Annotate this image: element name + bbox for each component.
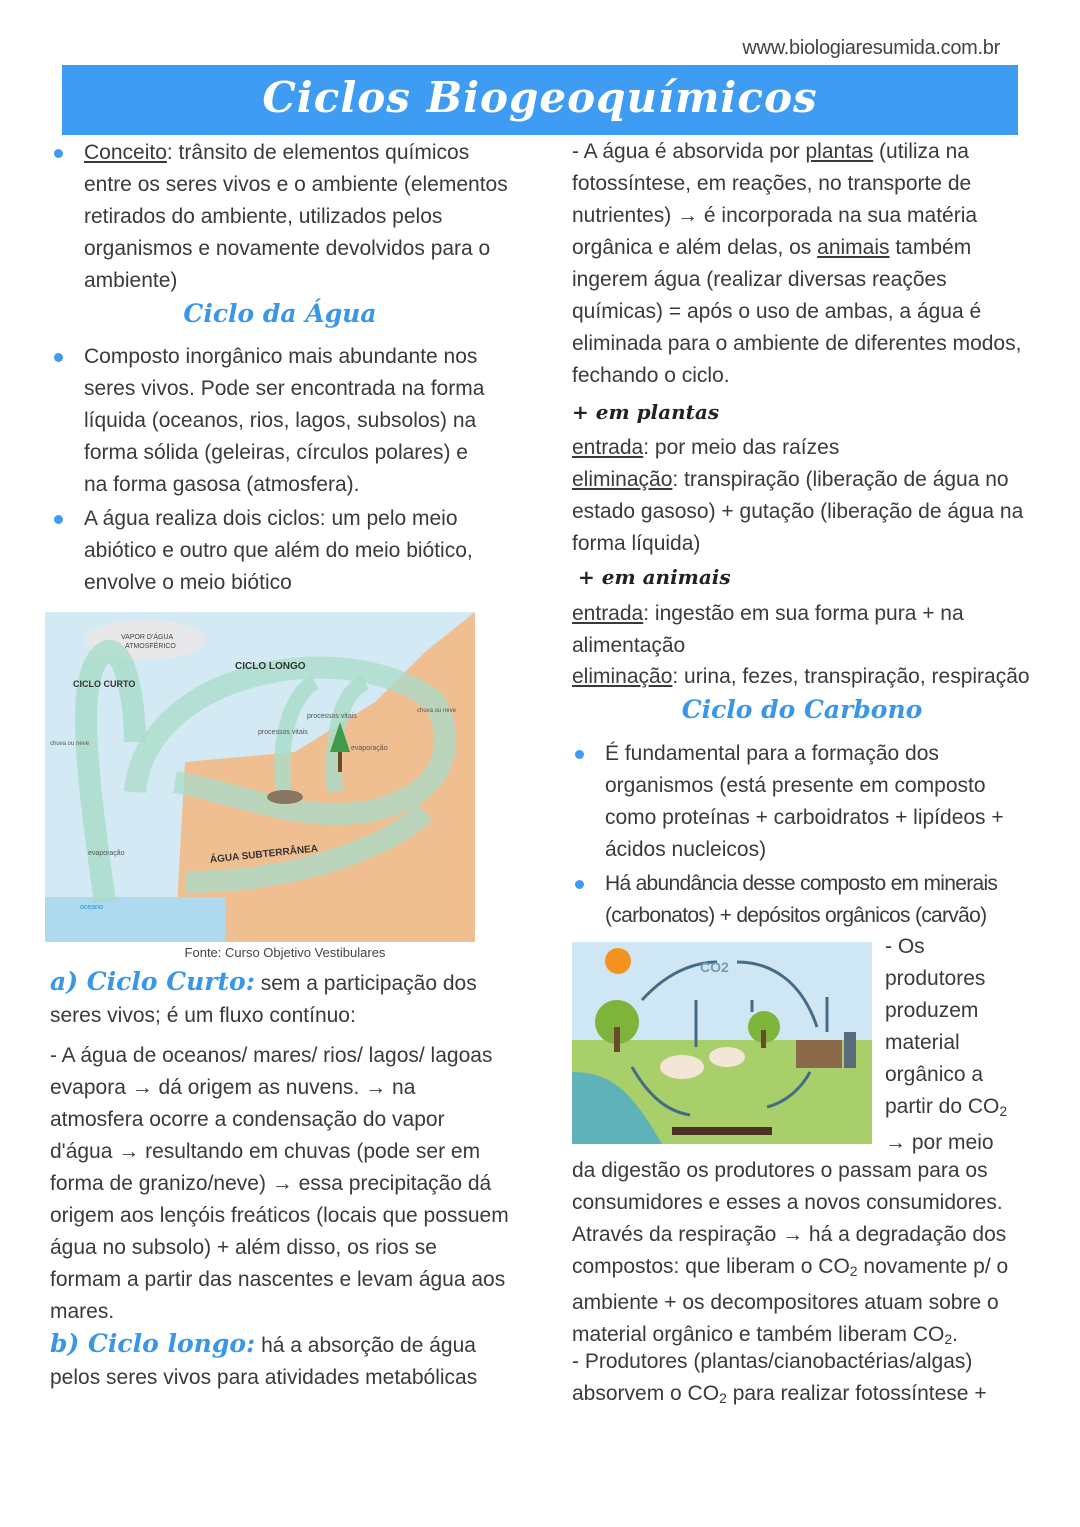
ciclo-curto-section xyxy=(50,966,510,1032)
text: para realizar fotossíntese + xyxy=(726,1382,987,1405)
term: animais xyxy=(817,236,890,259)
plantas-entrada xyxy=(572,432,1022,464)
plantas-eliminacao xyxy=(572,464,1024,560)
co2-label: CO2 xyxy=(700,959,729,975)
heading-ciclo-carbono: Ciclo do Carbono xyxy=(681,695,923,724)
text: A água realiza dois ciclos: um pelo meio abiótico e outro que além do meio biótico, envolve o meio biótico xyxy=(84,507,473,594)
text: : transpiração (liberação de água no estado gasoso) + gutação (liberação de água na forma líquida) xyxy=(572,468,1024,555)
text: - A água é absorvida por xyxy=(572,140,806,163)
ciclo-curto-text: - A água de oceanos/ mares/ rios/ lagos/ lagoas evapora → dá origem as nuvens. → na atmosfera ocorre a condensação do vapor d'água → resultando em chuvas (pode ser em forma de granizo/neve) → essa precipitação dá origem aos lençóis freáticos (locais que possuem água no subsolo) + além disso, os rios se formam a partir das nascentes e levam água aos mares. xyxy=(50,1044,509,1323)
term: eliminação xyxy=(572,665,673,688)
produtores-side-text xyxy=(885,931,1025,1159)
animais-eliminacao xyxy=(572,661,1032,693)
text: - Os produtores produzem material orgânico a partir do CO xyxy=(885,935,1000,1118)
bullet-carbono-fundamental xyxy=(605,738,1015,866)
label-processos-vitais: processos vitais xyxy=(307,713,357,720)
bullet-icon xyxy=(575,750,584,759)
page-title: Ciclos Biogeoquímicos xyxy=(262,73,818,122)
text: : urina, fezes, transpiração, respiração xyxy=(672,665,1030,688)
text: da digestão os produtores o passam para os consumidores e esses a novos consumidores. Através da respiração → há a degradação dos compostos: que liberam o CO xyxy=(572,1159,1007,1278)
ciclo-longo-section xyxy=(50,1328,510,1394)
label-chuva: chuva ou neve xyxy=(417,708,457,714)
bullet-conceito xyxy=(84,137,514,297)
bullet-carbono-abundancia xyxy=(605,868,1050,932)
bullet-icon xyxy=(54,149,63,158)
term: Conceito xyxy=(84,141,167,164)
subscript: 2 xyxy=(719,1390,727,1406)
text: novamente p/ o ambiente + os decompositores atuam sobre o material orgânico e também liberam CO xyxy=(572,1255,1009,1346)
sun-icon xyxy=(605,948,631,974)
label-oceano: oceano xyxy=(80,904,103,911)
carbon-cycle-diagram xyxy=(572,942,872,1144)
text: : por meio das raízes xyxy=(643,436,840,459)
term: eliminação xyxy=(572,468,673,491)
label-agua-subterranea: ÁGUA SUBTERRÂNEA xyxy=(209,843,319,866)
subscript: 2 xyxy=(944,1331,953,1347)
heading-em-plantas: + em plantas xyxy=(572,400,720,424)
text: há a absorção de água pelos seres vivos para atividades metabólicas xyxy=(50,1334,478,1389)
bullet-composto xyxy=(84,341,494,501)
bullet-icon xyxy=(575,880,584,889)
produtores-fotossintese-text xyxy=(572,1346,1022,1414)
heading-ciclo-agua: Ciclo da Água xyxy=(183,299,377,328)
heading-ciclo-curto: a) Ciclo Curto: xyxy=(50,967,255,996)
title-bar xyxy=(62,65,1018,135)
water-cycle-diagram xyxy=(45,612,475,942)
subscript: 2 xyxy=(999,1103,1008,1119)
label-vapor: VAPOR D'ÁGUA xyxy=(121,634,174,641)
label-evaporacao: evaporação xyxy=(351,745,388,752)
carbono-digestao-text: da digestão os produtores o passam para os consumidores e esses a novos consumidores. Através da respiração → há a degradação dos compostos: que liberam o $CO_2$ novamente p/ o ambiente + os decompositores atuam sobre o material orgânico e também liberam $CO_2$. xyxy=(572,1159,1009,1347)
label-chuva: chuva ou neve xyxy=(50,741,90,747)
site-url: www.biologiaresumida.com.br xyxy=(742,37,1000,59)
text: também ingerem água (realizar diversas reações químicas) = após o uso de ambas, a água é eliminada para o ambiente de diferentes modos, fechando o ciclo. xyxy=(572,236,1022,387)
text: (utiliza na fotossíntese, em reações, no transporte de nutrientes) → é incorporada na sua matéria orgânica e além delas, os xyxy=(572,140,978,259)
label-processos-vitais: processos vitais xyxy=(258,729,308,736)
text: Composto inorgânico mais abundante nos seres vivos. Pode ser encontrada na forma líquida (oceanos, rios, lagos, subsolos) na forma sólida (geleiras, círculos polares) e na forma gasosa (atmosfera). xyxy=(84,345,485,496)
text: Há abundância desse composto em minerais (carbonatos) + depósitos orgânicos (carvão) xyxy=(605,872,998,927)
label-ciclo-longo: CICLO LONGO xyxy=(235,661,306,672)
animais-entrada xyxy=(572,598,992,662)
bullet-icon xyxy=(54,515,63,524)
heading-em-animais: + em animais xyxy=(578,565,731,589)
term: entrada xyxy=(572,602,644,625)
term: plantas xyxy=(805,140,874,163)
label-evaporacao: evaporação xyxy=(88,850,125,857)
bullet-icon xyxy=(54,353,63,362)
text: É fundamental para a formação dos organismos (está presente em composto como proteínas + carboidratos + lipídeos + ácidos nucleicos) xyxy=(605,742,1004,861)
text: → por meio xyxy=(885,1131,994,1154)
heading-ciclo-longo: b) Ciclo longo: xyxy=(50,1329,256,1358)
subscript: 2 xyxy=(849,1263,858,1279)
label-ciclo-curto: CICLO CURTO xyxy=(73,679,136,689)
text: sem a participação dos seres vivos; é um fluxo contínuo: xyxy=(50,972,477,1027)
text: - Produtores (plantas/cianobactérias/algas) absorvem o CO xyxy=(572,1350,973,1405)
agua-absorcao-text xyxy=(572,136,1022,392)
image-caption: Fonte: Curso Objetivo Vestibulares xyxy=(184,945,386,960)
term: entrada xyxy=(572,436,644,459)
text: : trânsito de elementos químicos entre os seres vivos e o ambiente (elementos retirados do ambiente, utilizados pelos organismos e novamente devolvidos para o ambiente) xyxy=(84,141,508,292)
text: : ingestão em sua forma pura + na alimentação xyxy=(572,602,964,657)
bullet-dois-ciclos xyxy=(84,503,484,599)
label-atm: ATMOSFÉRICO xyxy=(125,643,176,650)
